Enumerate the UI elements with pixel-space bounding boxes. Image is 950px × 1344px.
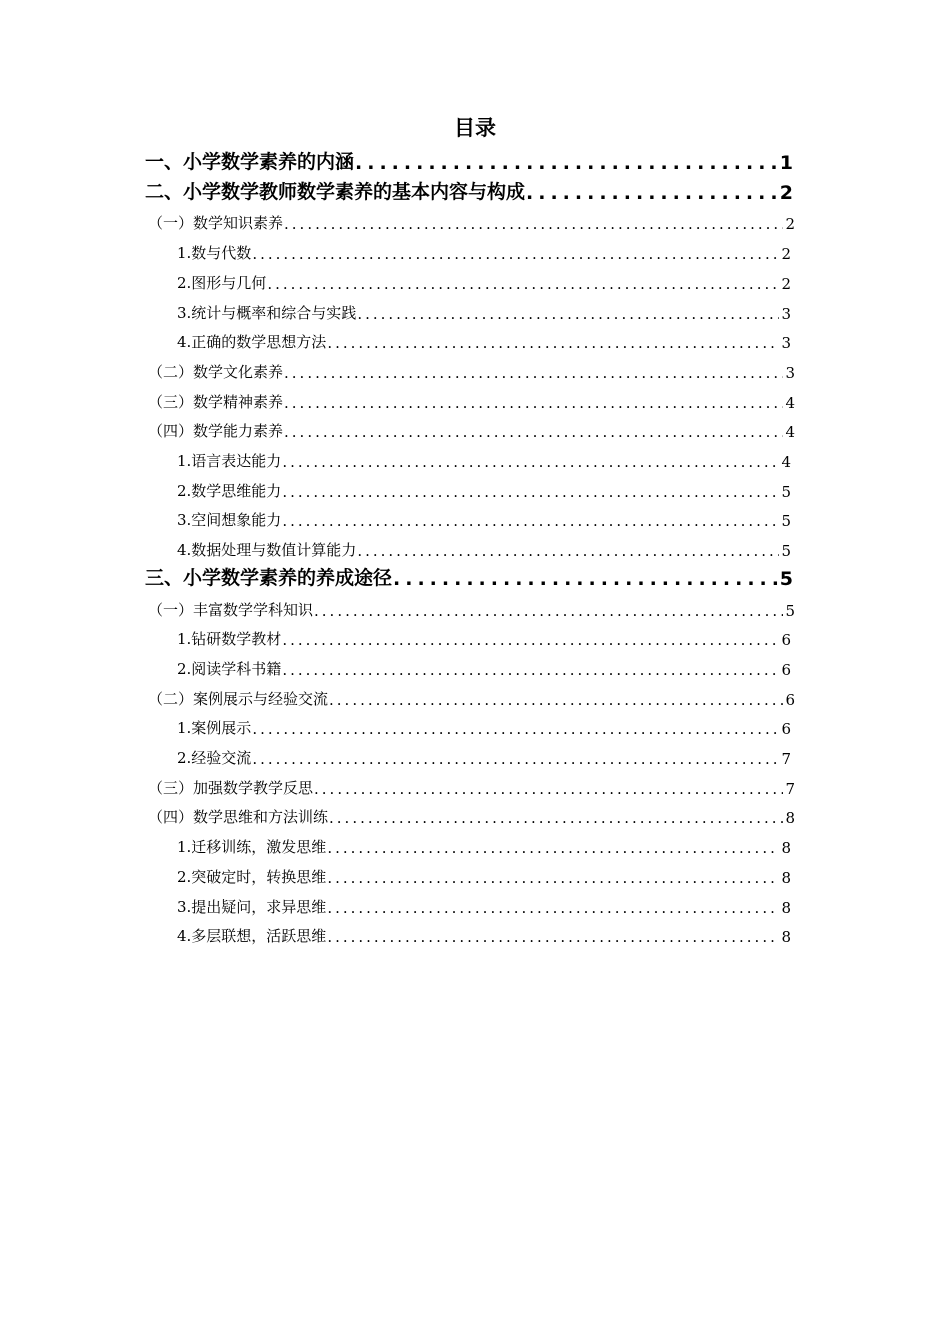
toc-page-number: 3 [785,363,795,382]
dot-leader [281,453,779,471]
toc-entry-level-1[interactable] [145,144,793,174]
toc-page-number: 6 [781,660,791,679]
dot-leader [313,602,783,620]
dot-leader [313,780,783,798]
toc-page-number: 7 [785,779,795,798]
toc-entry-text: （二）案例展示与经验交流 [148,689,329,708]
toc-entry-text: 1.钻研数学教材 [177,630,282,649]
toc-page-number: 8 [781,839,791,858]
toc-entry-text: 4.多层联想，活跃思维 [177,927,327,946]
toc-entry-text: 2.阅读学科书籍 [177,659,282,678]
dot-leader [283,394,783,412]
toc-entry-text: 3.空间想象能力 [177,511,282,530]
toc-entry-level-3[interactable] [177,530,791,560]
toc-entry-level-3[interactable] [177,322,791,352]
toc-entry-level-3[interactable] [177,827,791,857]
dot-leader [392,568,778,590]
toc-entry-level-2[interactable] [148,203,795,233]
dot-leader [283,364,783,382]
toc-page-number: 6 [785,690,795,709]
toc-page-number: 6 [781,720,791,739]
toc-entry-text: （四）数学思维和方法训练 [148,808,329,827]
dot-leader [328,691,783,709]
toc-entry-level-1[interactable] [145,174,793,204]
toc-entry-level-3[interactable] [177,500,791,530]
toc-entry-level-2[interactable] [148,382,795,412]
toc-page-number: 5 [781,542,791,561]
dot-leader [283,215,783,233]
toc-entry-text: 2.数学思维能力 [177,481,282,500]
toc-entry-text: 1.案例展示 [177,719,252,738]
dot-leader [326,839,779,857]
dot-leader [281,631,779,649]
toc-entry-text: 4.数据处理与数值计算能力 [177,541,357,560]
toc-entry-level-3[interactable] [177,293,791,323]
dot-leader [251,750,779,768]
dot-leader [356,305,779,323]
toc-entry-level-3[interactable] [177,708,791,738]
toc-entry-text: 1.语言表达能力 [177,452,282,470]
toc-entry-text: 2.图形与几何 [177,273,267,292]
toc-entry-level-2[interactable] [148,411,795,441]
toc-page-number: 2 [781,274,791,293]
toc-page-number: 7 [781,750,791,768]
dot-leader [328,809,783,827]
dot-leader [283,423,783,441]
toc-page-number: 2 [785,215,795,234]
toc-page-number: 4 [785,423,795,442]
toc-page-number: 8 [781,928,791,947]
toc-entry-level-2[interactable] [148,590,795,620]
dot-leader [281,512,779,530]
toc-entry-level-2[interactable] [148,768,795,798]
dot-leader [266,275,779,293]
toc-entry-text: 3.统计与概率和综合与实践 [177,303,357,322]
toc-entry-level-1[interactable] [145,560,793,590]
toc-entry-level-3[interactable] [177,857,791,887]
dot-leader [525,182,778,204]
toc-page-number: 5 [781,512,791,531]
toc-page-number: 4 [785,393,795,412]
toc-entry-text: （三）加强数学教学反思 [148,778,314,797]
toc-entry-text: 4.正确的数学思想方法 [177,333,327,352]
dot-leader [326,928,779,946]
toc-entry-level-3[interactable] [177,441,791,471]
toc-entry-text: 1.数与代数 [177,244,252,263]
toc-entry-text: 1.迁移训练，激发思维 [177,838,327,857]
dot-leader [326,334,779,352]
toc-page-number: 2 [779,181,793,204]
toc-entry-text: （一）丰富数学学科知识 [148,600,314,619]
dot-leader [251,720,779,738]
toc-page-number: 6 [781,631,791,650]
toc-page-number: 8 [781,898,791,917]
dot-leader [281,661,779,679]
dot-leader [281,483,779,501]
toc-entry-text: 2.突破定时，转换思维 [177,867,327,886]
toc-entry-level-3[interactable] [177,916,791,946]
toc-page-number: 5 [781,482,791,501]
dot-leader [326,869,779,887]
toc-page-number: 8 [781,868,791,887]
toc-entry-level-3[interactable] [177,471,791,501]
toc-title: 目录 [454,116,496,140]
toc-entry-level-3[interactable] [177,263,791,293]
toc-entry-level-2[interactable] [148,797,795,827]
toc-entry-text: 2.经验交流 [177,749,252,767]
toc-entry-text: 3.提出疑问，求异思维 [177,897,327,916]
dot-leader [251,245,779,263]
toc-entry-level-2[interactable] [148,352,795,382]
toc-entry-text: （一）数学知识素养 [148,214,284,233]
toc-entry-level-2[interactable] [148,679,795,709]
toc-page-number: 3 [781,304,791,323]
dot-leader [354,152,778,174]
toc-page-number: 5 [779,567,793,590]
toc-entry-level-3[interactable] [177,619,791,649]
toc-entry-level-3[interactable] [177,233,791,263]
toc-page-number: 1 [779,152,793,174]
toc-entry-text: 三、小学数学素养的养成途径 [145,566,393,589]
dot-leader [356,542,779,560]
toc-entry-level-3[interactable] [177,887,791,917]
toc-entry-text: （三）数学精神素养 [148,392,284,411]
toc-entry-level-3[interactable] [177,738,791,768]
toc-entry-level-3[interactable] [177,649,791,679]
toc-page-number: 5 [785,601,795,620]
toc-page-number: 4 [781,453,791,471]
toc-entry-text: 一、小学数学素养的内涵 [145,151,355,173]
toc-entry-text: （二）数学文化素养 [148,362,284,381]
toc-page-number: 2 [781,245,791,264]
dot-leader [326,899,779,917]
toc-page-number: 8 [785,809,795,828]
toc-entry-text: 二、小学数学教师数学素养的基本内容与构成 [145,180,526,203]
toc-entry-text: （四）数学能力素养 [148,422,284,441]
toc-page-number: 3 [781,334,791,353]
